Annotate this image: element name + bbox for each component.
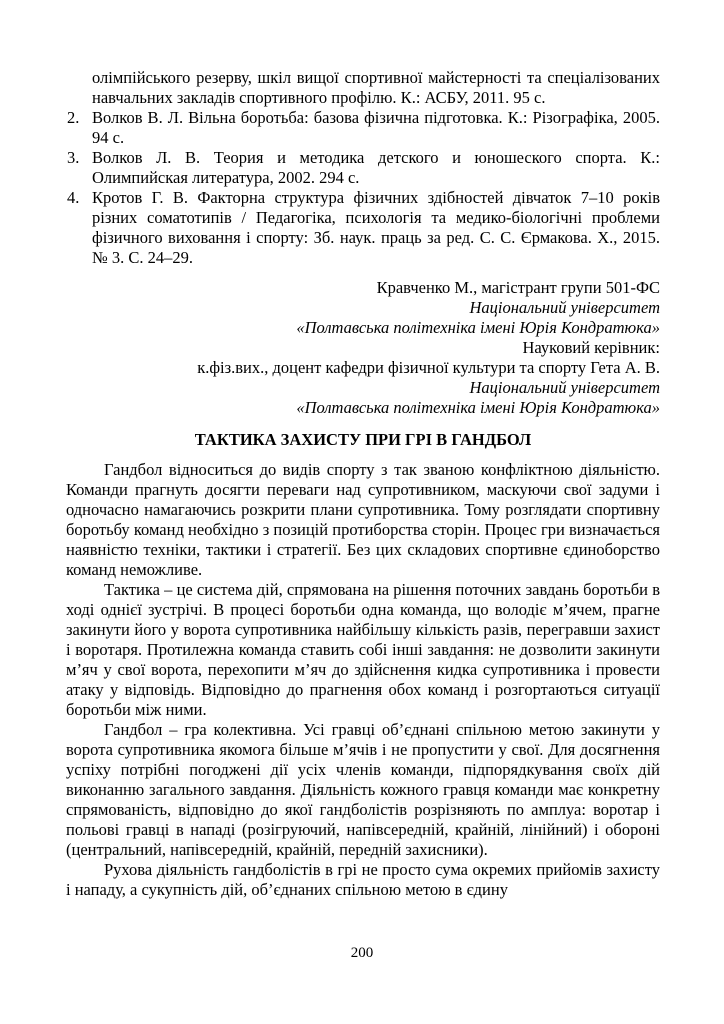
page-content [66, 68, 660, 900]
author-block-line: к.фіз.вих., доцент кафедри фізичної культури та спорту Гета А. В. [197, 358, 660, 377]
article-title: ТАКТИКА ЗАХИСТУ ПРИ ГРІ В ГАНДБОЛ [194, 430, 532, 449]
reference-item-text: Волков Л. В. Теория и методика детского и юношеского спорта. К.: Олимпийская литература, 2002. 294 с. [92, 148, 660, 187]
author-block-line: Національний університет [469, 378, 660, 397]
author-block-line: Науковий керівник: [522, 338, 660, 357]
article-body [66, 460, 660, 900]
page-number: 200 [350, 945, 374, 961]
body-paragraph: Рухова діяльність гандболістів в грі не просто сума окремих прийомів захисту і нападу, а сукупність дій, об’єднаних спільною метою в єдину [66, 860, 660, 899]
reference-list [66, 68, 660, 268]
reference-item-number: 3. [67, 148, 80, 167]
author-block-line: Національний університет [469, 298, 660, 317]
author-block-line: «Полтавська політехніка імені Юрія Кондратюка» [296, 398, 660, 417]
reference-item [66, 108, 660, 148]
reference-item [66, 68, 660, 108]
author-block-line: Кравченко М., магістрант групи 501-ФС [376, 278, 660, 297]
reference-item-number: 2. [67, 108, 80, 127]
reference-item [66, 148, 660, 188]
body-paragraph: Тактика – це система дій, спрямована на рішення поточних завдань боротьби в ході однієї зустрічі. В процесі боротьби одна команда, що володіє м’ячем, прагне закинути його у ворота супротивника найбільшу кількість разів, перегравши захист і воротаря. Протилежна команда ставить собі інші завдання: не дозволити закинути м’яч у свої ворота, перехопити м’яч до здійснення кидка супротивника і провести атаку у відповідь. Відповідно до прагнення обох команд і розгортаються ситуації боротьби між ними. [66, 580, 660, 719]
reference-item-number: 4. [67, 188, 80, 207]
body-paragraph: Гандбол – гра колективна. Усі гравці об’єднані спільною метою закинути у ворота супротивника якомога більше м’ячів і не пропустити у свої. Для досягнення успіху потрібні погоджені дії усіх членів команди, підпорядкування своїх дій виконанню загального завдання. Діяльність кожного гравця команди має конкретну спрямованість, відповідно до якої гандболістів розрізняють по амплуа: воротар і польові гравці в нападі (розігруючий, напівсередній, крайній, лінійний) і обороні (центральний, напівсередній, крайній, передній захисники). [66, 720, 660, 859]
reference-item [66, 188, 660, 268]
body-paragraph: Гандбол відноситься до видів спорту з так званою конфліктною діяльністю. Команди прагнуть досягти переваги над супротивником, маскуючи свої задуми і одночасно намагаючись розкрити плани супротивника. Тому розглядати спортивну боротьбу команд необхідно з позицій протиборства сторін. Процес гри визначається наявністю техніки, тактики і стратегії. Без цих складових спортивне єдиноборство команд неможливе. [66, 460, 660, 579]
reference-item-text: Кротов Г. В. Факторна структура фізичних здібностей дівчаток 7–10 років різних соматотипів / Педагогіка, психологія та медико-біологічні проблеми фізичного виховання і спорту: Зб. наук. праць за ред. С. С. Єрмакова. Х., 2015. № 3. С. 24–29. [92, 188, 660, 267]
author-block [66, 278, 660, 418]
author-block-line: «Полтавська політехніка імені Юрія Кондратюка» [296, 318, 660, 337]
reference-item-text: Волков В. Л. Вільна боротьба: базова фізична підготовка. К.: Різографіка, 2005. 94 с. [92, 108, 660, 147]
reference-item-text: олімпійського резерву, шкіл вищої спортивної майстерності та спеціалізованих навчальних закладів спортивного профілю. К.: АСБУ, 2011. 95 с. [92, 68, 660, 107]
